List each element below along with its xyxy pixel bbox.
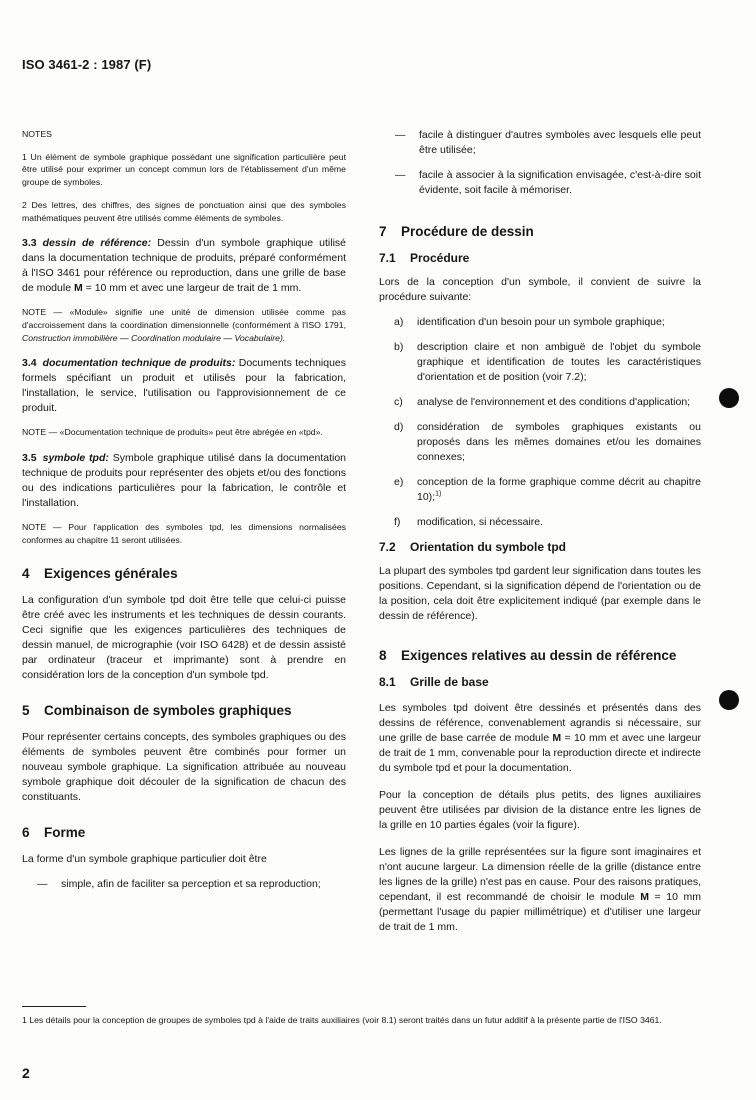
procedure-item-text: modification, si nécessaire.	[417, 516, 544, 528]
section-6-intro: La forme d'un symbole graphique particulier doit être	[22, 853, 267, 866]
binding-hole-dot	[719, 690, 739, 710]
binding-hole-dot	[719, 388, 739, 408]
note-3-3: NOTE — «Module» signifie une unité de dimension utilisée comme pas d'accroissement dans la coordination dimensionnelle (conformément à l'ISO 1791, Construction immobilière — Coordination modulaire — Vocabulaire).	[22, 307, 346, 343]
right-column	[379, 128, 701, 935]
section-8-1-para-3: Les lignes de la grille représentées sur la figure sont imaginaires et n'ont aucune largeur. La dimension réelle de la grille (distance entre les lignes de la grille) n'est pas en cause. Pour des raisons pratiques, cependant, il est recommandé de choisir le module M = 10 mm (permettant l'usage du papier millimétrique) et d'utiliser une largeur de trait de 1 mm.	[379, 846, 702, 933]
procedure-item-label: b)	[394, 341, 404, 353]
notes-title: NOTES	[22, 129, 52, 139]
document-header: ISO 3461-2 : 1987 (F)	[22, 57, 152, 72]
heading-section-5: 5 Combinaison de symboles graphiques	[22, 703, 292, 719]
section-8-1-para-2: Pour la conception de détails plus petits, des lignes auxiliaires peuvent être utilisées par division de la distance entre les lignes de la grille en 10 parties égales (voir la figure).	[379, 789, 701, 831]
procedure-item	[379, 395, 701, 410]
definition-3-4: 3.4 documentation technique de produits: Documents techniques formels spécifiant un produit et utilisés pour la fabrication, l'installation, le service, l'utilisation ou l'approvisionnement de ce produit.	[22, 357, 347, 415]
heading-section-7: 7 Procédure de dessin	[379, 224, 534, 239]
note-2: 2 Des lettres, des chiffres, des signes de ponctuation ainsi que des symboles mathématiques peuvent être utilisés comme éléments de symboles.	[22, 199, 346, 223]
heading-8-1: 8.1 Grille de base	[379, 675, 489, 689]
procedure-item-label: f)	[394, 516, 401, 528]
footnote-ref: 1)	[435, 490, 442, 498]
procedure-item-text: description claire et non ambiguë de l'objet du symbole graphique et identification de toutes les caractéristiques d'orientation et de position (voir 7.2);	[417, 341, 701, 383]
definition-3-5: 3.5 symbole tpd: Symbole graphique utilisé dans la documentation technique de produits pour représenter des objets et/ou des fonctions ou des indications particulières pour la fabrication, le contrôle et l'installation.	[22, 452, 347, 510]
left-column	[22, 128, 346, 892]
procedure-item	[379, 475, 701, 505]
procedure-item-label: e)	[394, 476, 404, 488]
definition-3-3: 3.3 dessin de référence: Dessin d'un symbole graphique utilisé dans la documentation technique de produits, préparé conformément à l'ISO 3461 pour référence ou reproduction, dans une grille de base de module M = 10 mm et avec une largeur de trait de 1 mm.	[22, 237, 346, 295]
procedure-item-label: c)	[394, 396, 403, 408]
procedure-item	[379, 515, 701, 530]
section-4-body: La configuration d'un symbole tpd doit être telle que celui-ci puisse être créé avec les instruments et les techniques de dessin courants. Ceci signifie que les exigences particulières des techniques de dessin manuel, de micrographie (voir ISO 6428) et de dessin assisté par ordinateur (traceur et imprimante) sont à prendre en considération lors de la conception d'un symbole tpd.	[22, 594, 346, 682]
note-3-4: NOTE — «Documentation technique de produits» peut être abrégée en «tpd».	[22, 427, 323, 438]
dash-item-2: — facile à distinguer d'autres symboles avec lesquels elle peut être utilisée;	[395, 129, 701, 156]
heading-7-2: 7.2 Orientation du symbole tpd	[379, 540, 567, 554]
procedure-item-label: a)	[394, 316, 404, 328]
section-7-2-body: La plupart des symboles tpd gardent leur signification dans toutes les positions. Cependant, si la signification dépend de l'orientation ou de la position, cela doit être explicitement indiqué (par exemple dans le dessin de référence).	[379, 565, 701, 622]
dash-item-3: — facile à associer à la signification envisagée, c'est-à-dire soit évidente, soit facile à mémoriser.	[395, 169, 701, 196]
heading-7-1: 7.1 Procédure	[379, 251, 470, 265]
procedure-item-text: considération de symboles graphiques existants ou proposés dans les mêmes domaines et/ou les domaines connexes;	[417, 421, 701, 463]
procedure-item	[379, 315, 701, 330]
dash-item-1: — simple, afin de faciliter sa perception et sa reproduction;	[37, 878, 321, 891]
footnote: 1 Les détails pour la conception de groupes de symboles tpd à l'aide de traits auxiliaires (voir 8.1) seront traités dans un futur additif à la présente partie de l'ISO 3461.	[22, 1015, 662, 1025]
procedure-item-label: d)	[394, 421, 404, 433]
heading-section-8: 8 Exigences relatives au dessin de référence	[379, 648, 677, 663]
page-number: 2	[22, 1065, 30, 1081]
section-7-1-intro: Lors de la conception d'un symbole, il convient de suivre la procédure suivante:	[379, 276, 701, 303]
section-5-body: Pour représenter certains concepts, des symboles graphiques ou des éléments de symboles peuvent être combinés pour former un nouveau symbole graphique. La signification attribuée au nouveau symbole graphique doit découler de la signification de chacun des constituants.	[22, 731, 346, 804]
note-3-5: NOTE — Pour l'application des symboles tpd, les dimensions normalisées conformes au chapitre 11 seront utilisées.	[22, 522, 346, 545]
note-1: 1 Un élément de symbole graphique possédant une signification particulière peut être utilisé pour exprimer un concept commun lors de l'établissement d'un même groupe de symboles.	[22, 151, 346, 188]
procedure-item	[379, 420, 701, 465]
procedure-item-text: conception de la forme graphique comme décrit au chapitre 10);$^{1)}$	[417, 476, 701, 503]
procedure-list	[379, 315, 701, 530]
procedure-item-text: analyse de l'environnement et des conditions d'application;	[417, 396, 691, 408]
footnote-rule	[22, 1006, 86, 1007]
procedure-item	[379, 340, 701, 385]
procedure-item-text: identification d'un besoin pour un symbole graphique;	[417, 316, 665, 328]
section-8-1-para-1: Les symboles tpd doivent être dessinés et présentés dans des dessins de référence, convenablement agrandis si nécessaire, sur une grille de base carrée de module M = 10 mm et avec une largeur de trait de 1 mm, convenable pour la reproduction directe et indirecte du symbole tpd et pour la documentation.	[379, 702, 701, 774]
heading-section-6: 6 Forme	[22, 825, 86, 841]
heading-section-4: 4 Exigences générales	[22, 566, 178, 582]
